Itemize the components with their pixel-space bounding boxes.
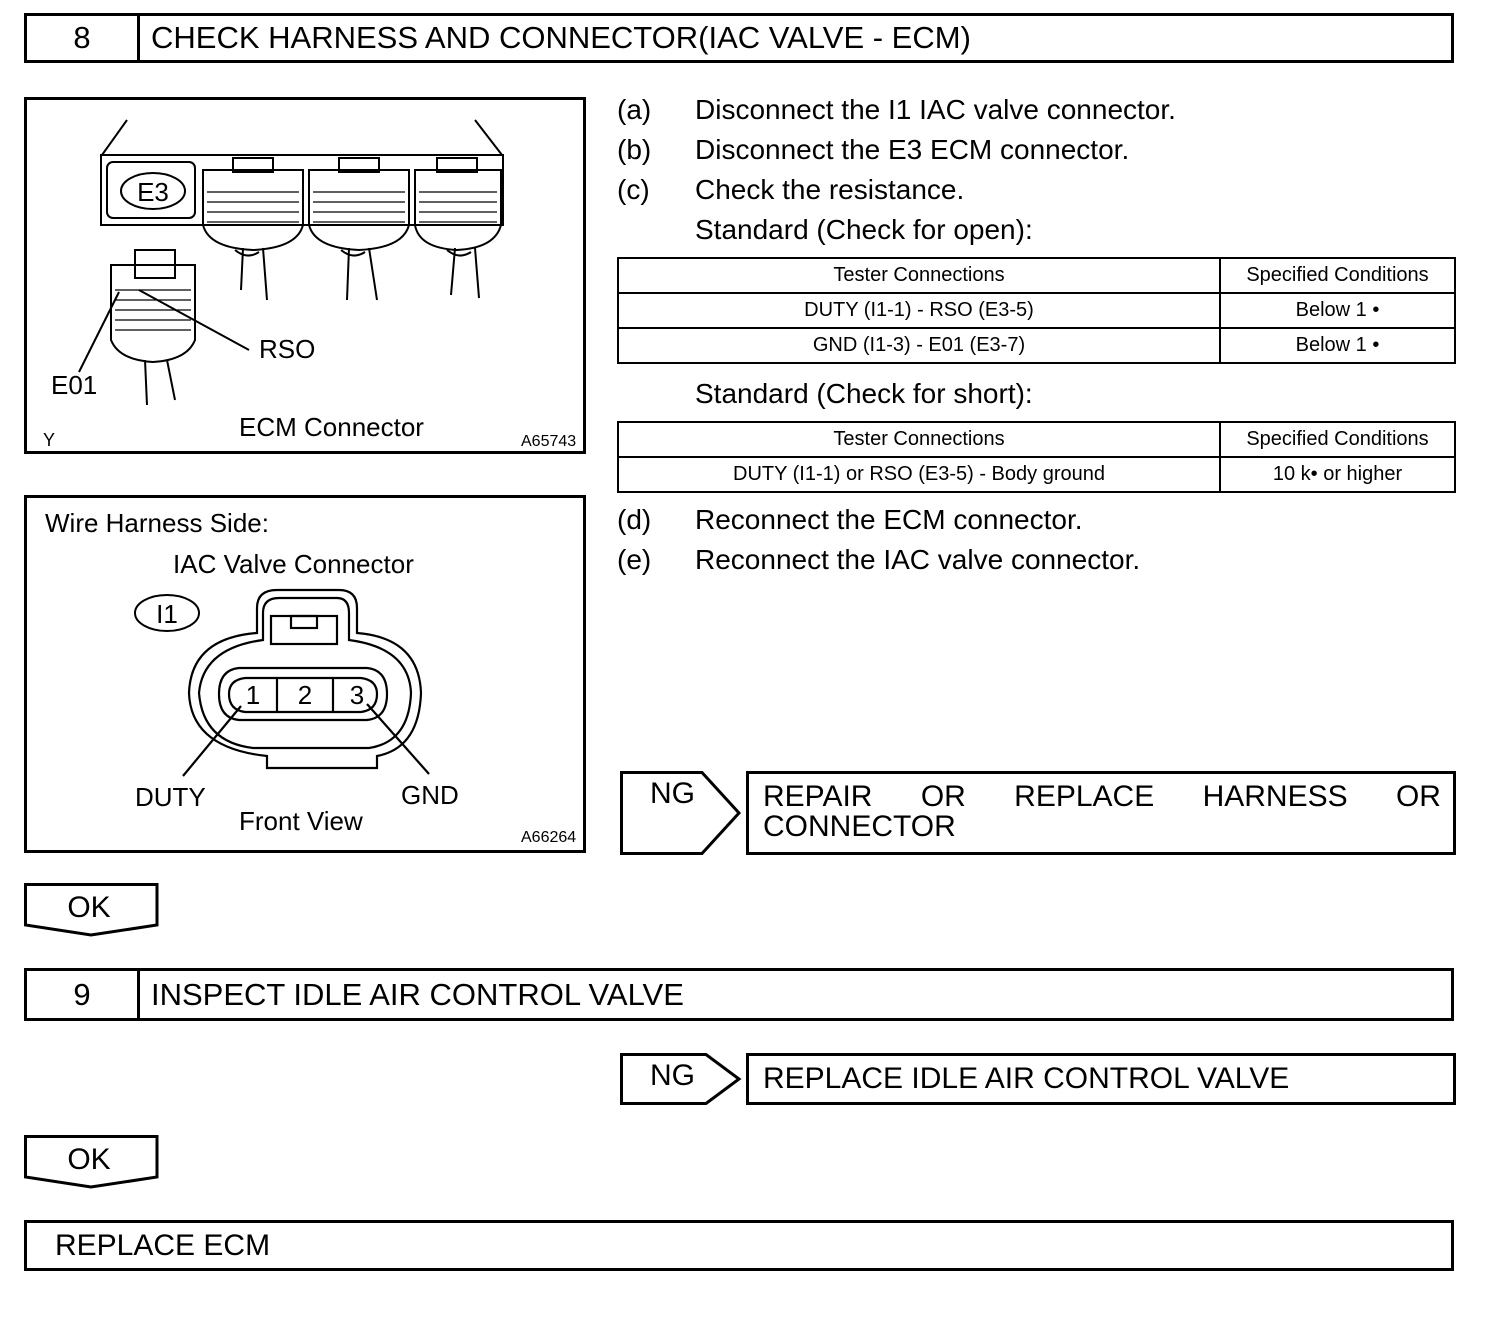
ng-label: NG bbox=[650, 777, 695, 810]
tester-connection-cell: DUTY (I1-1) or RSO (E3-5) - Body ground bbox=[618, 457, 1220, 492]
instruction-label: (d) bbox=[617, 504, 652, 535]
ok-label: OK bbox=[67, 1143, 111, 1176]
standard-short-table bbox=[617, 421, 1456, 493]
instruction-text: Reconnect the ECM connector. bbox=[695, 504, 1083, 535]
pin-1: 1 bbox=[245, 680, 261, 710]
iac-connector-figure bbox=[24, 495, 586, 853]
wire-harness-side-label: Wire Harness Side: bbox=[45, 508, 269, 538]
instruction-label: (e) bbox=[617, 544, 652, 575]
iac-connector-title: IAC Valve Connector bbox=[173, 549, 414, 579]
table-row bbox=[618, 293, 1455, 328]
ok-arrow-step9[interactable] bbox=[24, 1135, 160, 1190]
ecm-connector-code: E3 bbox=[137, 177, 169, 207]
corner-mark: Y bbox=[43, 430, 56, 450]
ok-arrow-step8[interactable] bbox=[24, 883, 160, 938]
result-line-2: CONNECTOR bbox=[763, 810, 956, 843]
specified-condition-cell: Below 1 • bbox=[1220, 293, 1455, 328]
instruction-label: (c) bbox=[617, 174, 650, 205]
tester-connection-cell: GND (I1-3) - E01 (E3-7) bbox=[618, 328, 1220, 363]
front-view-label: Front View bbox=[239, 806, 363, 836]
specified-condition-cell: Below 1 • bbox=[1220, 328, 1455, 363]
instruction-text: Reconnect the IAC valve connector. bbox=[695, 544, 1141, 575]
step-number: 8 bbox=[27, 16, 140, 60]
step-9-header bbox=[24, 968, 1454, 1021]
result-word: REPAIR bbox=[763, 780, 873, 813]
ok-label: OK bbox=[67, 891, 111, 924]
e01-label: E01 bbox=[51, 370, 98, 400]
header-tester-connections: Tester Connections bbox=[618, 422, 1220, 457]
ecm-connector-illustration bbox=[27, 100, 583, 451]
result-word: OR bbox=[1395, 780, 1441, 813]
step-8-header bbox=[24, 13, 1454, 63]
header-specified-conditions: Specified Conditions bbox=[1220, 258, 1455, 293]
figure-id: A66264 bbox=[521, 829, 577, 846]
result-word: OR bbox=[920, 780, 966, 813]
specified-condition-cell: 10 k• or higher bbox=[1220, 457, 1455, 492]
standard-open-heading: Standard (Check for open): bbox=[695, 214, 1033, 245]
pin-2: 2 bbox=[297, 680, 313, 710]
rso-label: RSO bbox=[259, 334, 316, 364]
final-action-box bbox=[24, 1220, 1454, 1271]
ecm-connector-figure bbox=[24, 97, 586, 454]
result-replace-iac-valve bbox=[746, 1053, 1456, 1105]
standard-short-heading: Standard (Check for short): bbox=[695, 378, 1033, 409]
step-title: INSPECT IDLE AIR CONTROL VALVE bbox=[151, 976, 684, 1012]
table-header-row bbox=[618, 422, 1455, 457]
duty-label: DUTY bbox=[135, 782, 206, 812]
table-row bbox=[618, 457, 1455, 492]
result-word: HARNESS bbox=[1202, 780, 1348, 813]
standard-open-table bbox=[617, 257, 1456, 364]
result-repair-harness bbox=[746, 771, 1456, 855]
ng-arrow-step9[interactable] bbox=[620, 1053, 742, 1105]
iac-connector-illustration bbox=[27, 498, 583, 850]
instruction-text: Disconnect the E3 ECM connector. bbox=[695, 134, 1130, 165]
final-action-text: REPLACE ECM bbox=[55, 1228, 271, 1262]
ng-arrow-step8[interactable] bbox=[620, 771, 742, 855]
instruction-text: Check the resistance. bbox=[695, 174, 965, 205]
step-number: 9 bbox=[27, 971, 140, 1018]
iac-connector-code: I1 bbox=[156, 599, 178, 629]
tester-connection-cell: DUTY (I1-1) - RSO (E3-5) bbox=[618, 293, 1220, 328]
figure-id: A65743 bbox=[521, 433, 577, 450]
gnd-label: GND bbox=[401, 780, 459, 810]
result-word: REPLACE bbox=[1014, 780, 1155, 813]
pin-3: 3 bbox=[349, 680, 365, 710]
table-header-row bbox=[618, 258, 1455, 293]
instruction-label: (a) bbox=[617, 94, 652, 125]
result-line-1 bbox=[763, 780, 1441, 814]
table-row bbox=[618, 328, 1455, 363]
step-title: CHECK HARNESS AND CONNECTOR(IAC VALVE - ECM) bbox=[151, 20, 971, 55]
header-tester-connections: Tester Connections bbox=[618, 258, 1220, 293]
instruction-label: (b) bbox=[617, 134, 652, 165]
header-specified-conditions: Specified Conditions bbox=[1220, 422, 1455, 457]
ng-label: NG bbox=[650, 1059, 695, 1092]
result-text: REPLACE IDLE AIR CONTROL VALVE bbox=[763, 1062, 1290, 1095]
instruction-text: Disconnect the I1 IAC valve connector. bbox=[695, 94, 1176, 125]
ecm-connector-caption: ECM Connector bbox=[239, 412, 424, 442]
